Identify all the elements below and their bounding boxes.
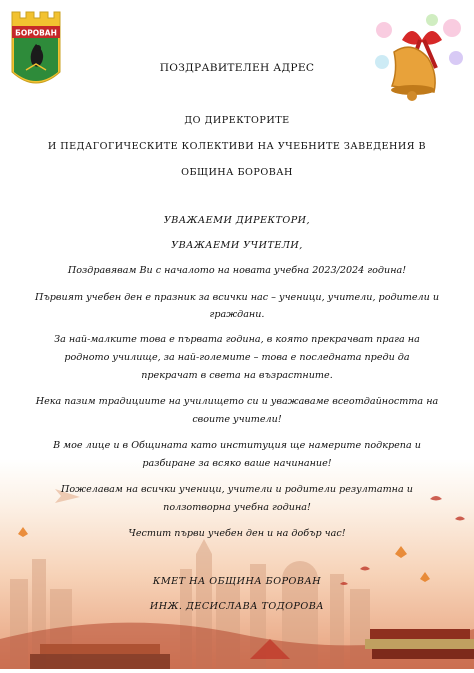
address-line-2: И ПЕДАГОГИЧЕСКИТЕ КОЛЕКТИВИ НА УЧЕБНИТЕ ЗАВЕДЕНИЯ В: [47, 141, 427, 152]
body-paragraph-line: разбиране за всяко ваше начинание!: [142, 458, 332, 469]
greeting-directors: УВАЖАЕМИ ДИРЕКТОРИ,: [163, 215, 311, 226]
school-bell-icon: [372, 10, 466, 110]
body-paragraph-line: Поздравявам Ви с началото на новата учебна 2023/2024 година!: [67, 265, 407, 276]
body-paragraph-line: граждани.: [209, 309, 265, 320]
body-paragraph-line: прекрачат в света на възрастните.: [141, 370, 333, 381]
address-line-1: ДО ДИРЕКТОРИТЕ: [184, 115, 290, 126]
signature-name: ИНЖ. ДЕСИСЛАВА ТОДОРОВА: [149, 601, 325, 612]
body-paragraph-line: ползотворна учебна година!: [163, 502, 311, 513]
body-paragraph-line: За най-малките това е първата година, в която прекрачват прага на: [54, 334, 420, 345]
body-paragraph-line: Пожелавам на всички ученици, учители и родители резултатна и: [61, 484, 413, 495]
borovan-coat-of-arms-icon: [8, 8, 64, 94]
crest-label: БОРОВАН: [15, 28, 57, 38]
closing-wish: Честит първи учебен ден и на добър час!: [128, 528, 346, 539]
body-paragraph-line: родното училище, за най-големите – това е последната преди да: [64, 352, 410, 363]
address-line-3: ОБЩИНА БОРОВАН: [181, 167, 293, 178]
body-paragraph-line: В мое лице и в Общината като институция ще намерите подкрепа и: [53, 440, 421, 451]
greeting-teachers: УВАЖАЕМИ УЧИТЕЛИ,: [171, 240, 303, 251]
body-paragraph-line: Нека пазим традициите на училището си и уважаваме всеотдайността на: [35, 396, 439, 407]
document-title: ПОЗДРАВИТЕЛЕН АДРЕС: [159, 62, 315, 74]
signature-title: КМЕТ НА ОБЩИНА БОРОВАН: [152, 576, 322, 587]
body-paragraph-line: Първият учебен ден е празник за всички нас – ученици, учители, родители и: [34, 292, 440, 303]
body-paragraph-line: своите учители!: [192, 414, 282, 425]
